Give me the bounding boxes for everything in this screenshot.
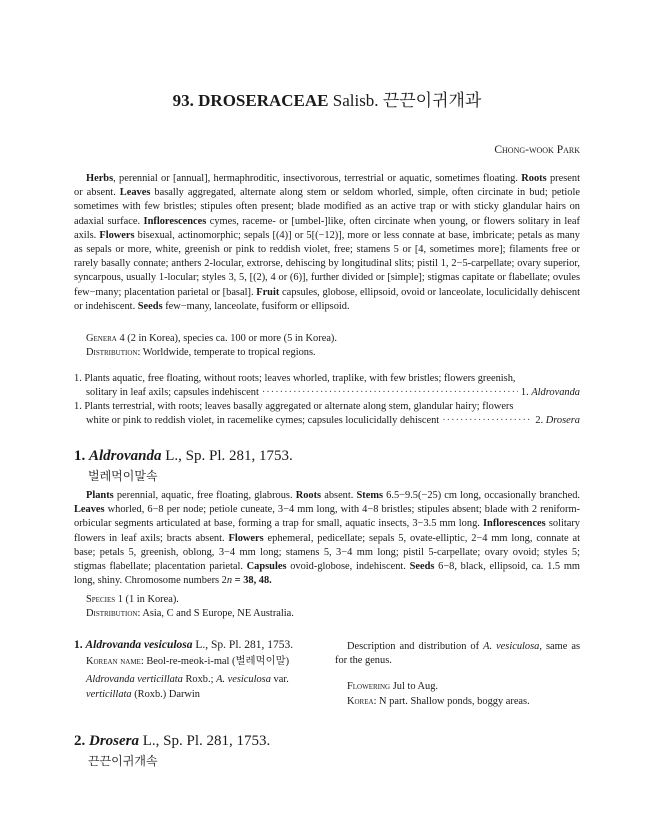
genus-heading-drosera: 2. Drosera L., Sp. Pl. 281, 1753. (74, 733, 271, 749)
family-description: Herbs, perennial or [annual], hermaphroditic, insectivorous, terrestrial or aquatic, sometimes floating. Roots present or absent. Leaves basally aggregated, alternate along stem or seldom whorled, simple, often circinate in bud; petiole sometimes with few bristles; stipules often present; blade modified as an active trap or with sticky glandular hairs on adaxial surface. Inflorescences cymes, raceme- or [umbel-]like, often circinate when young, or flowers solitary in leaf axils. Flowers bisexual, actinomorphic; sepals [(4)] or 5[(−12)], more or less connate at base, imbricate; petals as many as sepals or more, white, greenish or pink to reddish violet, free; stamens 5 or [4, sometimes more]; filaments free or rarely basally connate; anthers 2-locular, extrorse, dehiscing by longitudinal slits; pistil 1, 2−5-carpellate; ovary superior, syncarpous, usually 1-locular; styles 3, 5, [(2), 4 or (6)], further divided or [simple]; stigmas capitate or flabellate; ovules few−many; placentation parietal or [basal]. Fruit capsules, globose, ellipsoid, ovoid or lanceolate, loculicidally dehiscent or indehiscent. Seeds few−many, lanceolate, fusiform or ellipsoid. (74, 173, 580, 312)
family-genera-note: Genera 4 (2 in Korea), species ca. 100 or more (5 in Korea). (86, 333, 337, 344)
family-distribution-note: Distribution: Worldwide, temperate to tropical regions. (86, 347, 316, 358)
species-right-column (335, 640, 580, 709)
korea-note: Korea: N part. Shallow ponds, boggy areas. (347, 695, 530, 707)
species-left-column (74, 638, 319, 702)
korean-name-line: Korean name: Beol-re-meok-i-mal (벌레먹이말) (86, 656, 290, 668)
genus-korean-name-drosera: 끈끈이귀개속 (88, 754, 158, 768)
key-lead-2: 1. Plants terrestrial, with roots; leaves basally aggregated or alternate along stem, glandular hairy; flowers white or pink to reddish violet, in racemelike cymes; capsules loculicidally dehiscent ····· 2. Drosera (74, 400, 580, 428)
key-lead-1: 1. Plants aquatic, free floating, without roots; leaves whorled, traplike, with few bristles; flowers greenish, solitary in leaf axils; capsules indehiscent ····· 1. Aldrovanda (74, 372, 580, 400)
species-description: Description and distribution of A. vesiculosa, same as for the genus. (335, 641, 580, 667)
genus-species-note: Species 1 (1 in Korea). (86, 594, 179, 605)
family-number: 93. (172, 91, 194, 110)
family-authority: Salisb. (332, 91, 379, 110)
chapter-author: Chong-wook Park (494, 144, 580, 156)
species-heading: 1. Aldrovanda vesiculosa L., Sp. Pl. 281, 1753. (74, 639, 294, 651)
family-name: DROSERACEAE (198, 91, 329, 110)
genus-description-aldrovanda: Plants perennial, aquatic, free floating, glabrous. Roots absent. Stems 6.5−9.5(−25) cm long, occasionally branched. Leaves whorled, 6−8 per node; petiole cuneate, 3−4 mm long, with 4−8 bristles; stipules absent; blade with 2 reniform-orbicular segments articulated at base, forming a trap for small, aquatic insects, 3−3.5 mm long. Inflorescences solitary flowers in leaf axils; bracts absent. Flowers ephemeral, pedicellate; sepals 5, ovate-elliptic, 2−4 mm long, connate at base; petals 5, greenish, oblong, 3−4 mm long; stamens 5, 3−4 mm long; pistil 5-carpellate; ovary ovoid; styles 5; stigmas flabellate; placentation parietal. Capsules ovoid-globose, indehiscent. Seeds 6−8, black, ellipsoid, ca. 1.5 mm long, shiny. Chromosome numbers 2n = 38, 48. (74, 490, 581, 587)
synonyms: Aldrovanda verticillata Roxb.; A. vesiculosa var. verticillata (Roxb.) Darwin (86, 674, 289, 700)
flowering-note: Flowering Jul to Aug. (347, 681, 439, 693)
family-title (74, 86, 580, 111)
genus-heading-aldrovanda: 1. Aldrovanda L., Sp. Pl. 281, 1753. (74, 448, 293, 464)
family-korean: 끈끈이귀개과 (382, 91, 482, 110)
genus-korean-name: 벌레먹이말속 (88, 469, 158, 483)
genus-distribution-note: Distribution: Asia, C and S Europe, NE Australia. (86, 608, 294, 619)
